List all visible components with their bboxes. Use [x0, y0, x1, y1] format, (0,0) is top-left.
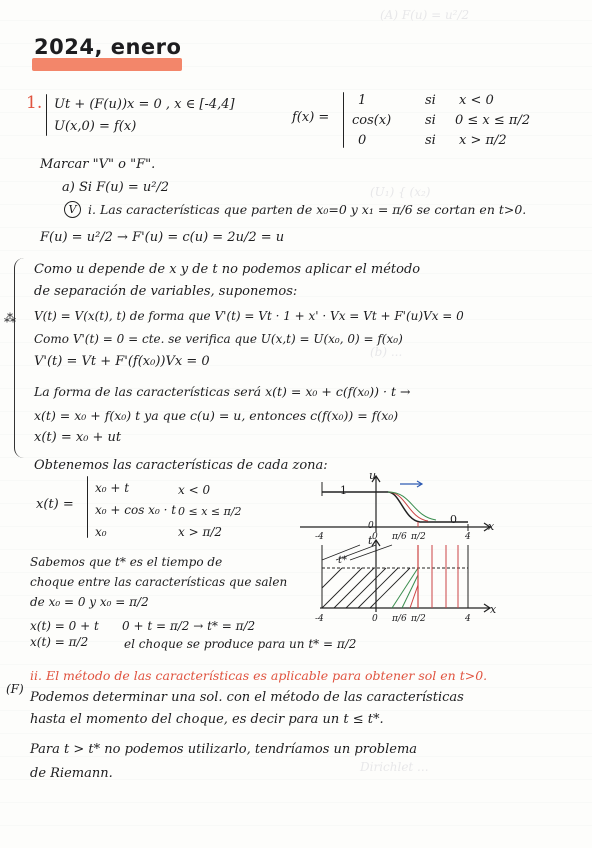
- text-line: V'(t) = Vt + F'(f(x₀))Vx = 0: [34, 354, 210, 369]
- u-axis-label: u: [369, 469, 377, 482]
- zone-cond: x < 0: [178, 483, 211, 497]
- part-a: a) Si F(u) = u²/2: [62, 180, 170, 195]
- char-equation: x(t) = π/2: [30, 635, 89, 649]
- f-definition-label: f(x) =: [292, 110, 330, 125]
- zone-cond: x > π/2: [178, 525, 223, 539]
- origin-label: 0: [368, 521, 374, 531]
- text-line: Podemos determinar una sol. con el método de las características: [30, 690, 464, 705]
- text-line: Sabemos que t* es el tiempo de: [30, 555, 223, 569]
- tick-label: 4: [465, 532, 471, 542]
- zone-expr: x₀: [95, 525, 107, 539]
- text-line: Como u depende de x y de t no podemos aplicar el método: [34, 262, 421, 277]
- tick-label: -4: [315, 614, 324, 624]
- x-axis-label: x: [490, 603, 497, 616]
- tick-label: π/6: [392, 532, 407, 542]
- problem-number: 1.: [26, 93, 43, 113]
- zero-level-label: 0: [450, 513, 457, 526]
- text-line: de Riemann.: [30, 766, 113, 781]
- f-case-value: 0: [358, 133, 367, 148]
- page-title: 2024, enero: [34, 35, 182, 59]
- zone-cond: 0 ≤ x ≤ π/2: [178, 505, 242, 518]
- f-case-value: 1: [358, 93, 367, 108]
- text-line: hasta el momento del choque, es decir para un t ≤ t*.: [30, 712, 384, 727]
- tick-label: π/2: [411, 532, 426, 542]
- tick-label: -4: [315, 532, 324, 542]
- text-line: La forma de las características será x(t) = x₀ + c(f(x₀)) · t →: [34, 384, 411, 399]
- text-line: x(t) = x₀ + ut: [34, 430, 122, 445]
- false-mark: (F): [6, 682, 24, 696]
- text-line: x(t) = x₀ + f(x₀) t ya que c(u) = u, entonces c(f(x₀)) = f(x₀): [34, 408, 399, 423]
- shock-calc: 0 + t = π/2 → t* = π/2: [122, 619, 256, 633]
- statement-i: i. Las características que parten de x₀=0 y x₁ = π/6 se cortan en t>0.: [88, 202, 527, 217]
- shock-conclusion: el choque se produce para un t* = π/2: [124, 637, 357, 651]
- tick-label: 4: [465, 614, 471, 624]
- zone-expr: x₀ + cos x₀ · t: [95, 503, 177, 517]
- text-line: V(t) = V(x(t), t) de forma que V'(t) = Vt · 1 + x' · Vx = Vt + F'(u)Vx = 0: [34, 309, 464, 323]
- value-one-label: 1: [340, 484, 347, 497]
- pde-equation: Ut + (F(u))x = 0 , x ∈ [-4,4]: [54, 97, 235, 112]
- char-equation: x(t) = 0 + t: [30, 619, 99, 633]
- text-line: Para t > t* no podemos utilizarlo, tendríamos un problema: [30, 742, 418, 757]
- tick-label: 0: [372, 614, 378, 624]
- instruction: Marcar "V" o "F".: [40, 157, 156, 172]
- statement-ii: ii. El método de las características es aplicable para obtener sol en t>0.: [30, 668, 488, 683]
- bleed-through: (A) F(u) = u²/2: [380, 8, 470, 22]
- f-case-si: si: [425, 133, 436, 148]
- bleed-through: (U₁) { (x₂): [370, 185, 431, 199]
- f-case-si: si: [425, 113, 436, 128]
- tick-label: 0: [372, 532, 378, 542]
- f-case-si: si: [425, 93, 436, 108]
- text-line: Como V'(t) = 0 = cte. se verifica que U(x,t) = U(x₀, 0) = f(x₀): [34, 332, 403, 346]
- tick-label: π/2: [411, 614, 426, 624]
- tstar-label: t*: [338, 555, 348, 566]
- initial-condition: U(x,0) = f(x): [54, 119, 137, 134]
- t-axis-label: t: [368, 534, 373, 547]
- x-of-t-label: x(t) =: [36, 497, 74, 512]
- tick-label: π/6: [392, 614, 407, 624]
- f-case-value: cos(x): [352, 113, 392, 128]
- asterisk-mark: ⁂: [4, 311, 16, 325]
- derivative-line: F(u) = u²/2 → F'(u) = c(u) = 2u/2 = u: [40, 230, 285, 245]
- f-case-condition: 0 ≤ x ≤ π/2: [455, 113, 531, 128]
- bleed-through: (b) ...: [370, 345, 403, 359]
- text-line: de x₀ = 0 y x₀ = π/2: [30, 595, 149, 609]
- text-line: de separación de variables, suponemos:: [34, 284, 298, 299]
- f-case-condition: x > π/2: [459, 133, 507, 148]
- bleed-through: Dirichlet ...: [360, 760, 429, 774]
- text-line: Obtenemos las características de cada zona:: [34, 458, 328, 473]
- x-axis-label: x: [488, 520, 495, 533]
- zone-expr: x₀ + t: [95, 481, 130, 495]
- text-line: choque entre las características que salen: [30, 575, 288, 589]
- f-case-condition: x < 0: [459, 93, 494, 108]
- true-mark: V: [64, 201, 81, 218]
